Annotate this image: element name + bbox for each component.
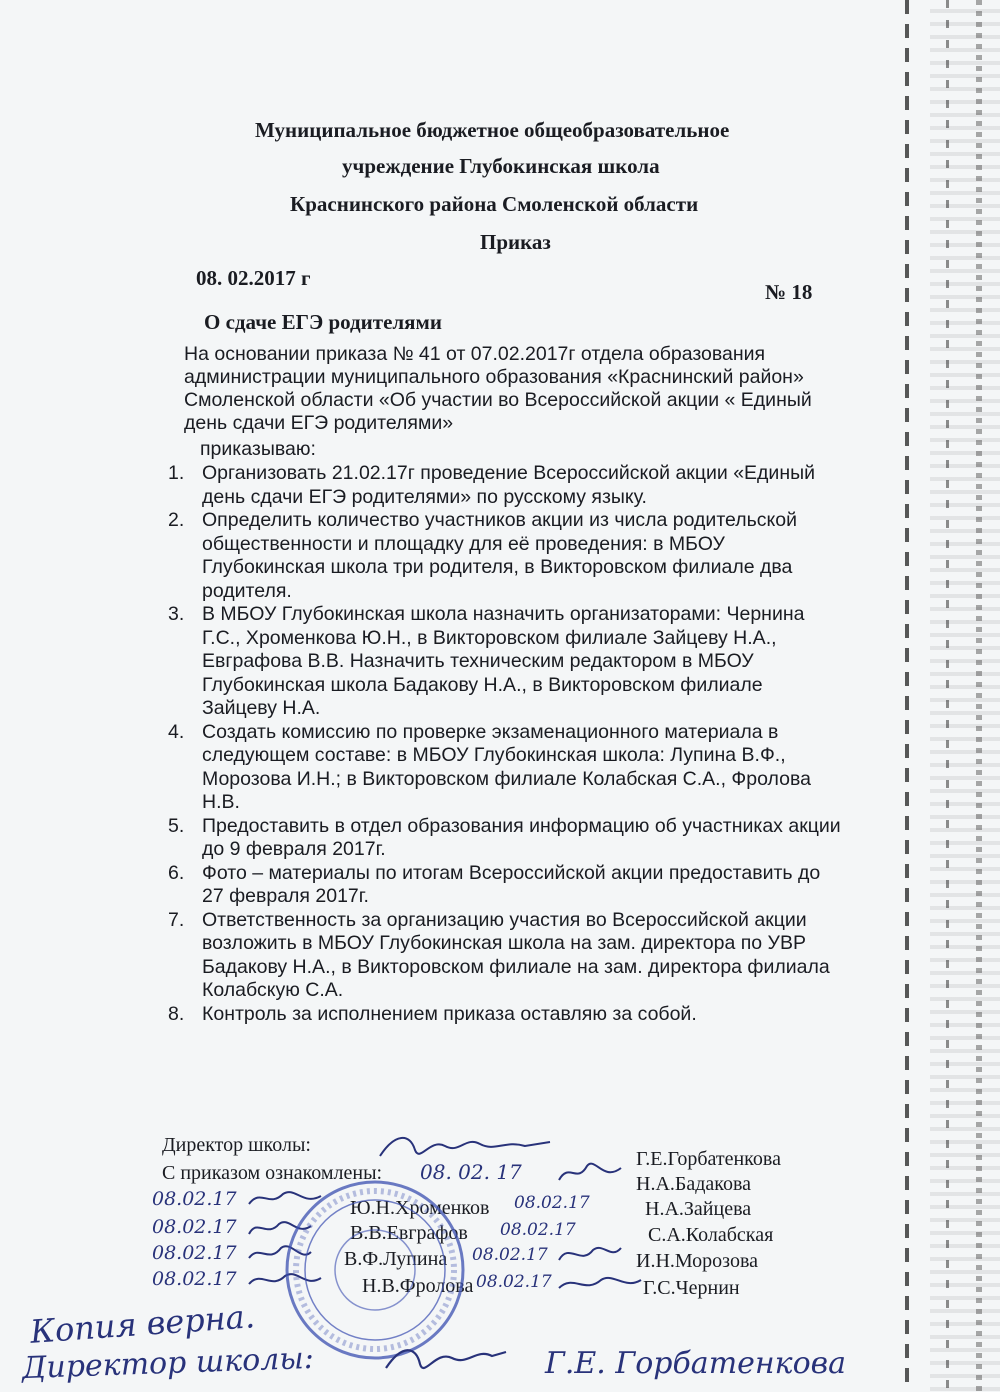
signatory-name: Н.В.Фролова [362,1275,474,1297]
item-line: родителя. [202,579,292,602]
item-line: Глубокинская школа Бадакову Н.А., в Викторовском филиале [202,673,763,696]
item-line: Создать комиссию по проверке экзаменационного материала в [202,720,779,743]
item-line: 27 февраля 2017г. [202,885,369,907]
item-line: Морозова И.Н.; в Викторовском филиале Колабская С.А., Фролова [202,767,811,790]
row-date: 08.02.17 [152,1242,237,1264]
item-line: общественности и площадку для её проведения: в МБОУ [202,532,725,555]
item-number: 8. [168,1002,185,1025]
item-number: 4. [168,720,185,743]
director-label: Директор школы: [162,1134,311,1156]
scan-edge-line [976,0,982,1392]
item-line: Ответственность за организацию участия во Всероссийской акции [202,908,807,931]
item-number: 3. [168,603,185,625]
item-line: Зайцеву Н.А. [202,697,321,719]
institution-line-1: Муниципальное бюджетное общеобразовательное [255,118,730,142]
order-subject: О сдаче ЕГЭ родителями [204,310,442,334]
item-number: 6. [168,861,185,884]
item-number: 7. [168,908,185,931]
item-line: Г.С., Хроменкова Ю.Н., в Викторовском филиале Зайцеву Н.А., [202,626,777,649]
director-name: Г.Е.Горбатенкова [636,1148,781,1170]
item-line: возложить в МБОУ Глубокинская школа на зам. директора по УВР [202,932,806,954]
item-line: Глубокинская школа три родителя, в Викторовском филиале два [202,556,793,578]
preamble-line: На основании приказа № 41 от 07.02.2017г отдела образования [184,343,766,365]
item-line: Фото – материалы по итогам Всероссийской акции предоставить до [202,861,821,884]
signatory-name: Ю.Н.Хроменков [350,1197,490,1219]
copy-director-name: Г.Е. Горбатенкова [545,1346,846,1381]
row-mid-date: 08.02.17 [472,1245,548,1265]
row-date: 08.02.17 [152,1268,237,1290]
scan-edge-noise [930,0,1000,1392]
official-stamp-icon [280,1175,470,1365]
item-line: Н.В. [202,791,240,813]
order-item [168,862,908,909]
preamble-line: Смоленской области «Об участии во Всероссийской акции « Единый [184,389,812,411]
row-mid-date: 08.02.17 [476,1272,552,1292]
familiar-label: С приказом ознакомлены: [162,1162,383,1184]
item-line: Колабскую С.А. [202,979,344,1001]
item-line: до 9 февраля 2017г. [202,838,386,860]
signature-icon [555,1158,625,1188]
item-line: день сдачи ЕГЭ родителями» по русскому языку. [202,485,647,508]
signatory-name: Г.С.Чернин [643,1277,740,1299]
order-item [168,603,908,721]
preamble-line: день сдачи ЕГЭ родителями» [184,412,454,434]
document-type: Приказ [480,230,551,254]
signatory-name: Н.А.Зайцева [645,1198,752,1220]
item-number: 2. [168,509,185,531]
item-line: Определить количество участников акции из числа родительской [202,509,797,531]
item-line: Предоставить в отдел образования информацию об участниках акции [202,814,841,837]
signatory-name: В.В.Евграфов [350,1222,468,1244]
order-number: № 18 [765,280,813,304]
familiar-date: 08. 02. 17 [420,1160,522,1184]
row-mid-date: 08.02.17 [514,1193,590,1213]
item-line: Организовать 21.02.17г проведение Всероссийской акции «Единый [202,462,816,484]
item-line: следующем составе: в МБОУ Глубокинская школа: Лупина В.Ф., [202,744,786,766]
row-date: 08.02.17 [152,1188,237,1210]
director-signature-icon [380,1338,510,1382]
signatory-name: В.Ф.Лупина [344,1248,448,1270]
item-number: 5. [168,814,185,837]
order-item [168,815,908,862]
row-mid-date: 08.02.17 [500,1220,576,1240]
signature-icon [555,1240,625,1266]
institution-line-2: учреждение Глубокинская школа [342,154,660,178]
item-line: Контроль за исполнением приказа оставляю за собой. [202,1002,697,1025]
item-line: Бадакову Н.А., в Викторовском филиале на зам. директора филиала [202,955,830,978]
item-line: Евграфова В.В. Назначить техническим редактором в МБОУ [202,650,754,672]
order-word: приказываю: [200,438,316,460]
order-items [168,462,908,1026]
signatory-name: С.А.Колабская [648,1224,774,1246]
preamble-line: администрации муниципального образования «Краснинский район» [184,366,804,388]
order-item [168,721,908,815]
item-number: 1. [168,462,185,484]
copy-director-label: Директор школы: [21,1340,315,1387]
row-date: 08.02.17 [152,1216,237,1238]
order-item [168,509,908,603]
signatory-name: И.Н.Морозова [636,1250,759,1272]
signatory-name: Н.А.Бадакова [636,1173,752,1195]
institution-line-3: Краснинского района Смоленской области [290,192,699,216]
order-item [168,462,908,509]
order-item [168,909,908,1003]
item-line: В МБОУ Глубокинская школа назначить организаторами: Чернина [202,603,805,625]
scan-edge-line [946,0,949,1392]
order-item [168,1003,908,1027]
order-date: 08. 02.2017 г [196,266,311,290]
signature-icon [555,1270,645,1296]
copy-certification: Копия верна. [28,1297,257,1351]
